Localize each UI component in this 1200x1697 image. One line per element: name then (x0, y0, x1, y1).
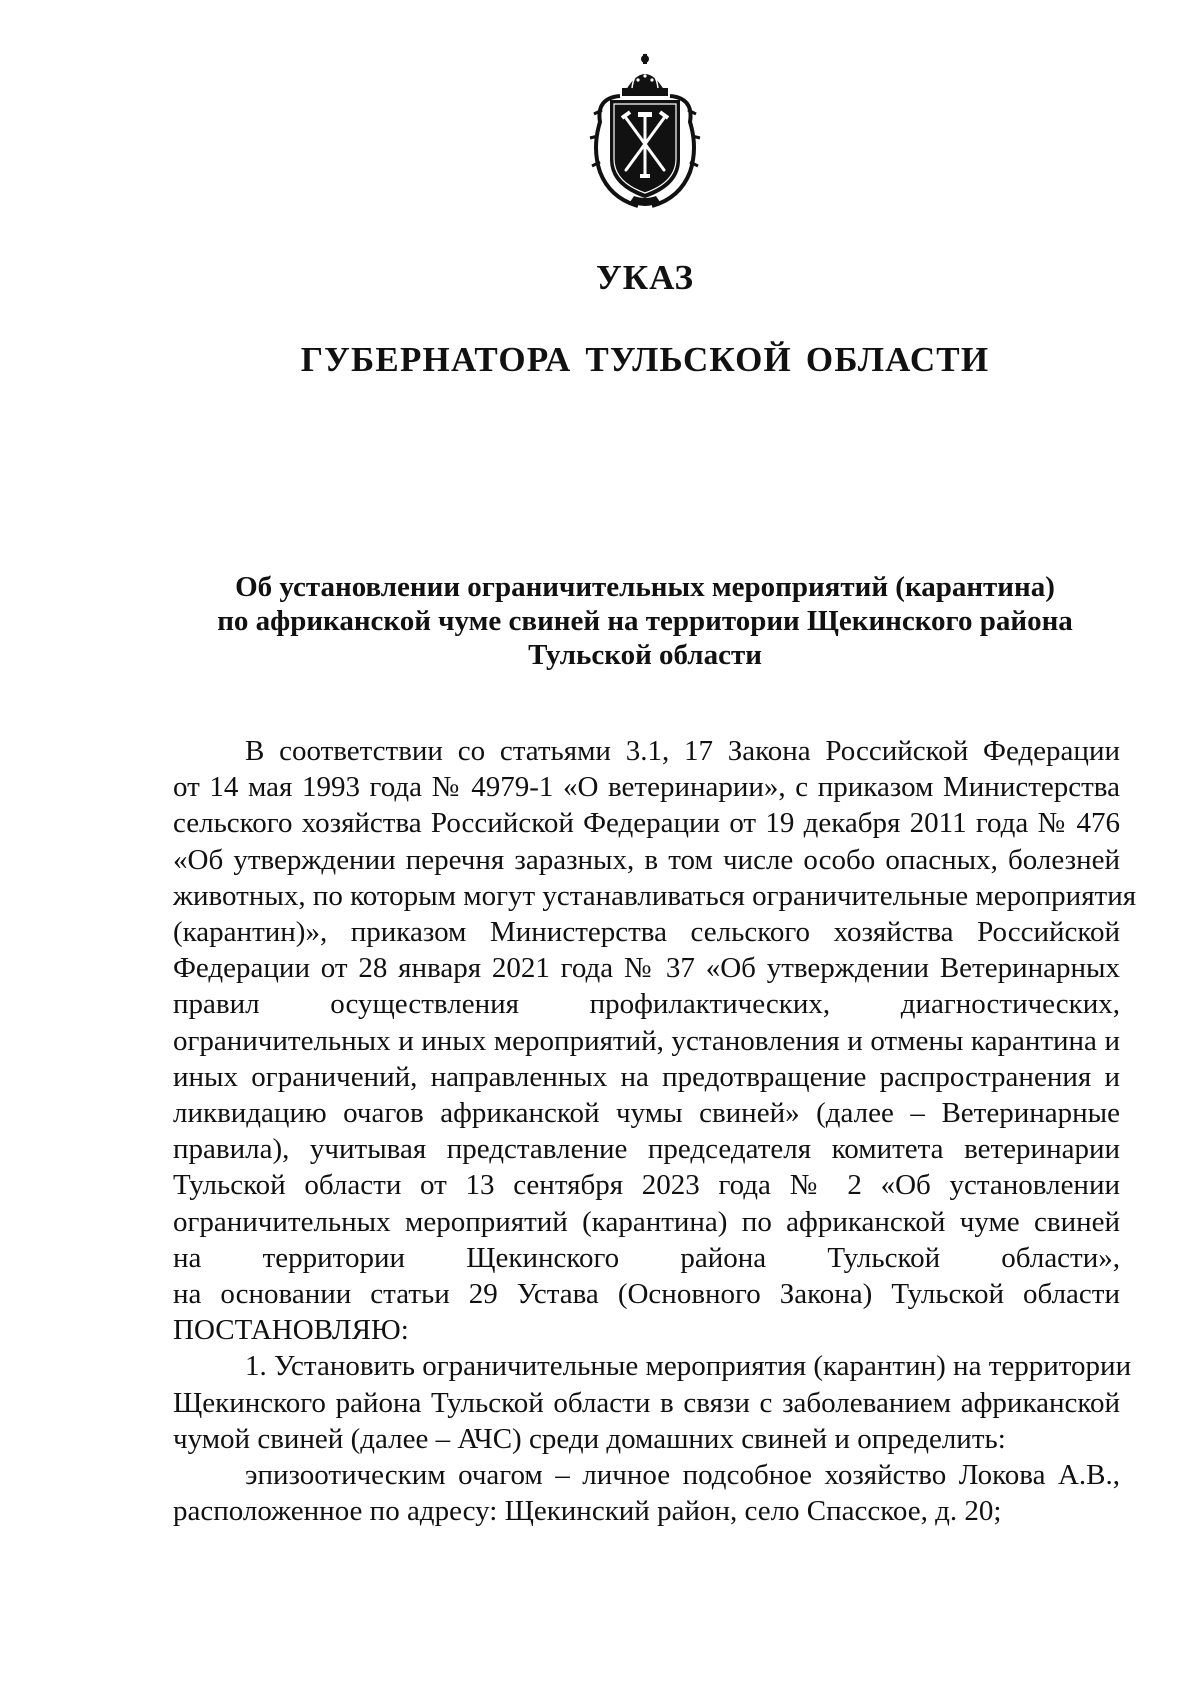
body-line: на территории Щекинского района Тульской области», (173, 1241, 1120, 1274)
body-line: Федерации от 28 января 2021 года № 37 «Об утверждении Ветеринарных (173, 952, 1120, 985)
body-line: ограничительных мероприятий (карантина) по африканской чуме свиней (173, 1205, 1120, 1238)
issuing-authority: ГУБЕРНАТОРА ТУЛЬСКОЙ ОБЛАСТИ (300, 340, 990, 379)
body-line: на основании статьи 29 Устава (Основного Закона) Тульской области (173, 1278, 1120, 1311)
body-line: Тульской области от 13 сентября 2023 года № 2 «Об установлении (173, 1169, 1120, 1202)
resolution-word: ПОСТАНОВЛЯЮ: (173, 1314, 409, 1347)
body-line: В соответствии со статьями 3.1, 17 Закона Российской Федерации (245, 735, 1120, 767)
preamble-paragraph (173, 733, 1137, 1348)
body-line: ограничительных и иных мероприятий, установления и отмены карантина и (173, 1024, 1120, 1057)
title-line: Тульской области (528, 639, 762, 671)
title-line: Об установлении ограничительных мероприятий (карантина) (235, 571, 1055, 603)
body-line: «Об утверждении перечня заразных, в том числе особо опасных, болезней (173, 843, 1120, 876)
body-line: сельского хозяйства Российской Федерации от 19 декабря 2011 года № 476 (173, 807, 1120, 840)
body-line: ликвидацию очагов африканской чумы свиней» (далее – Ветеринарные (173, 1097, 1120, 1130)
coat-of-arms-icon (586, 52, 704, 210)
body-line: эпизоотическим очагом – личное подсобное хозяйство Локова А.В., (245, 1459, 1120, 1492)
body-line: Щекинского района Тульской области в связи с заболеванием африканской (173, 1386, 1120, 1419)
body-line: от 14 мая 1993 года № 4979-1 «О ветеринарии», с приказом Министерства (173, 771, 1120, 804)
item-1-paragraph (173, 1348, 1132, 1457)
body-line: (карантин)», приказом Министерства сельского хозяйства Российской (173, 916, 1120, 949)
body-line: правил осуществления профилактических, диагностических, (173, 988, 1120, 1021)
document-body (173, 733, 1137, 1529)
body-line: правила), учитывая представление председателя комитета ветеринарии (173, 1133, 1120, 1166)
body-line: расположенное по адресу: Щекинский район, село Спасское, д. 20; (173, 1495, 1002, 1528)
body-line: иных ограничений, направленных на предотвращение распространения и (173, 1060, 1120, 1093)
body-line: чумой свиней (далее – АЧС) среди домашних свиней и определить: (173, 1422, 1006, 1455)
title-line: по африканской чуме свиней на территории Щекинского района (217, 605, 1073, 637)
document-title (200, 570, 1090, 672)
body-line: 1. Установить ограничительные мероприятия (карантин) на территории (245, 1350, 1132, 1383)
body-line: животных, по которым могут устанавливаться ограничительные мероприятия (173, 879, 1137, 912)
document-type: УКАЗ (596, 258, 694, 297)
epizootic-focus-paragraph (173, 1457, 1120, 1529)
